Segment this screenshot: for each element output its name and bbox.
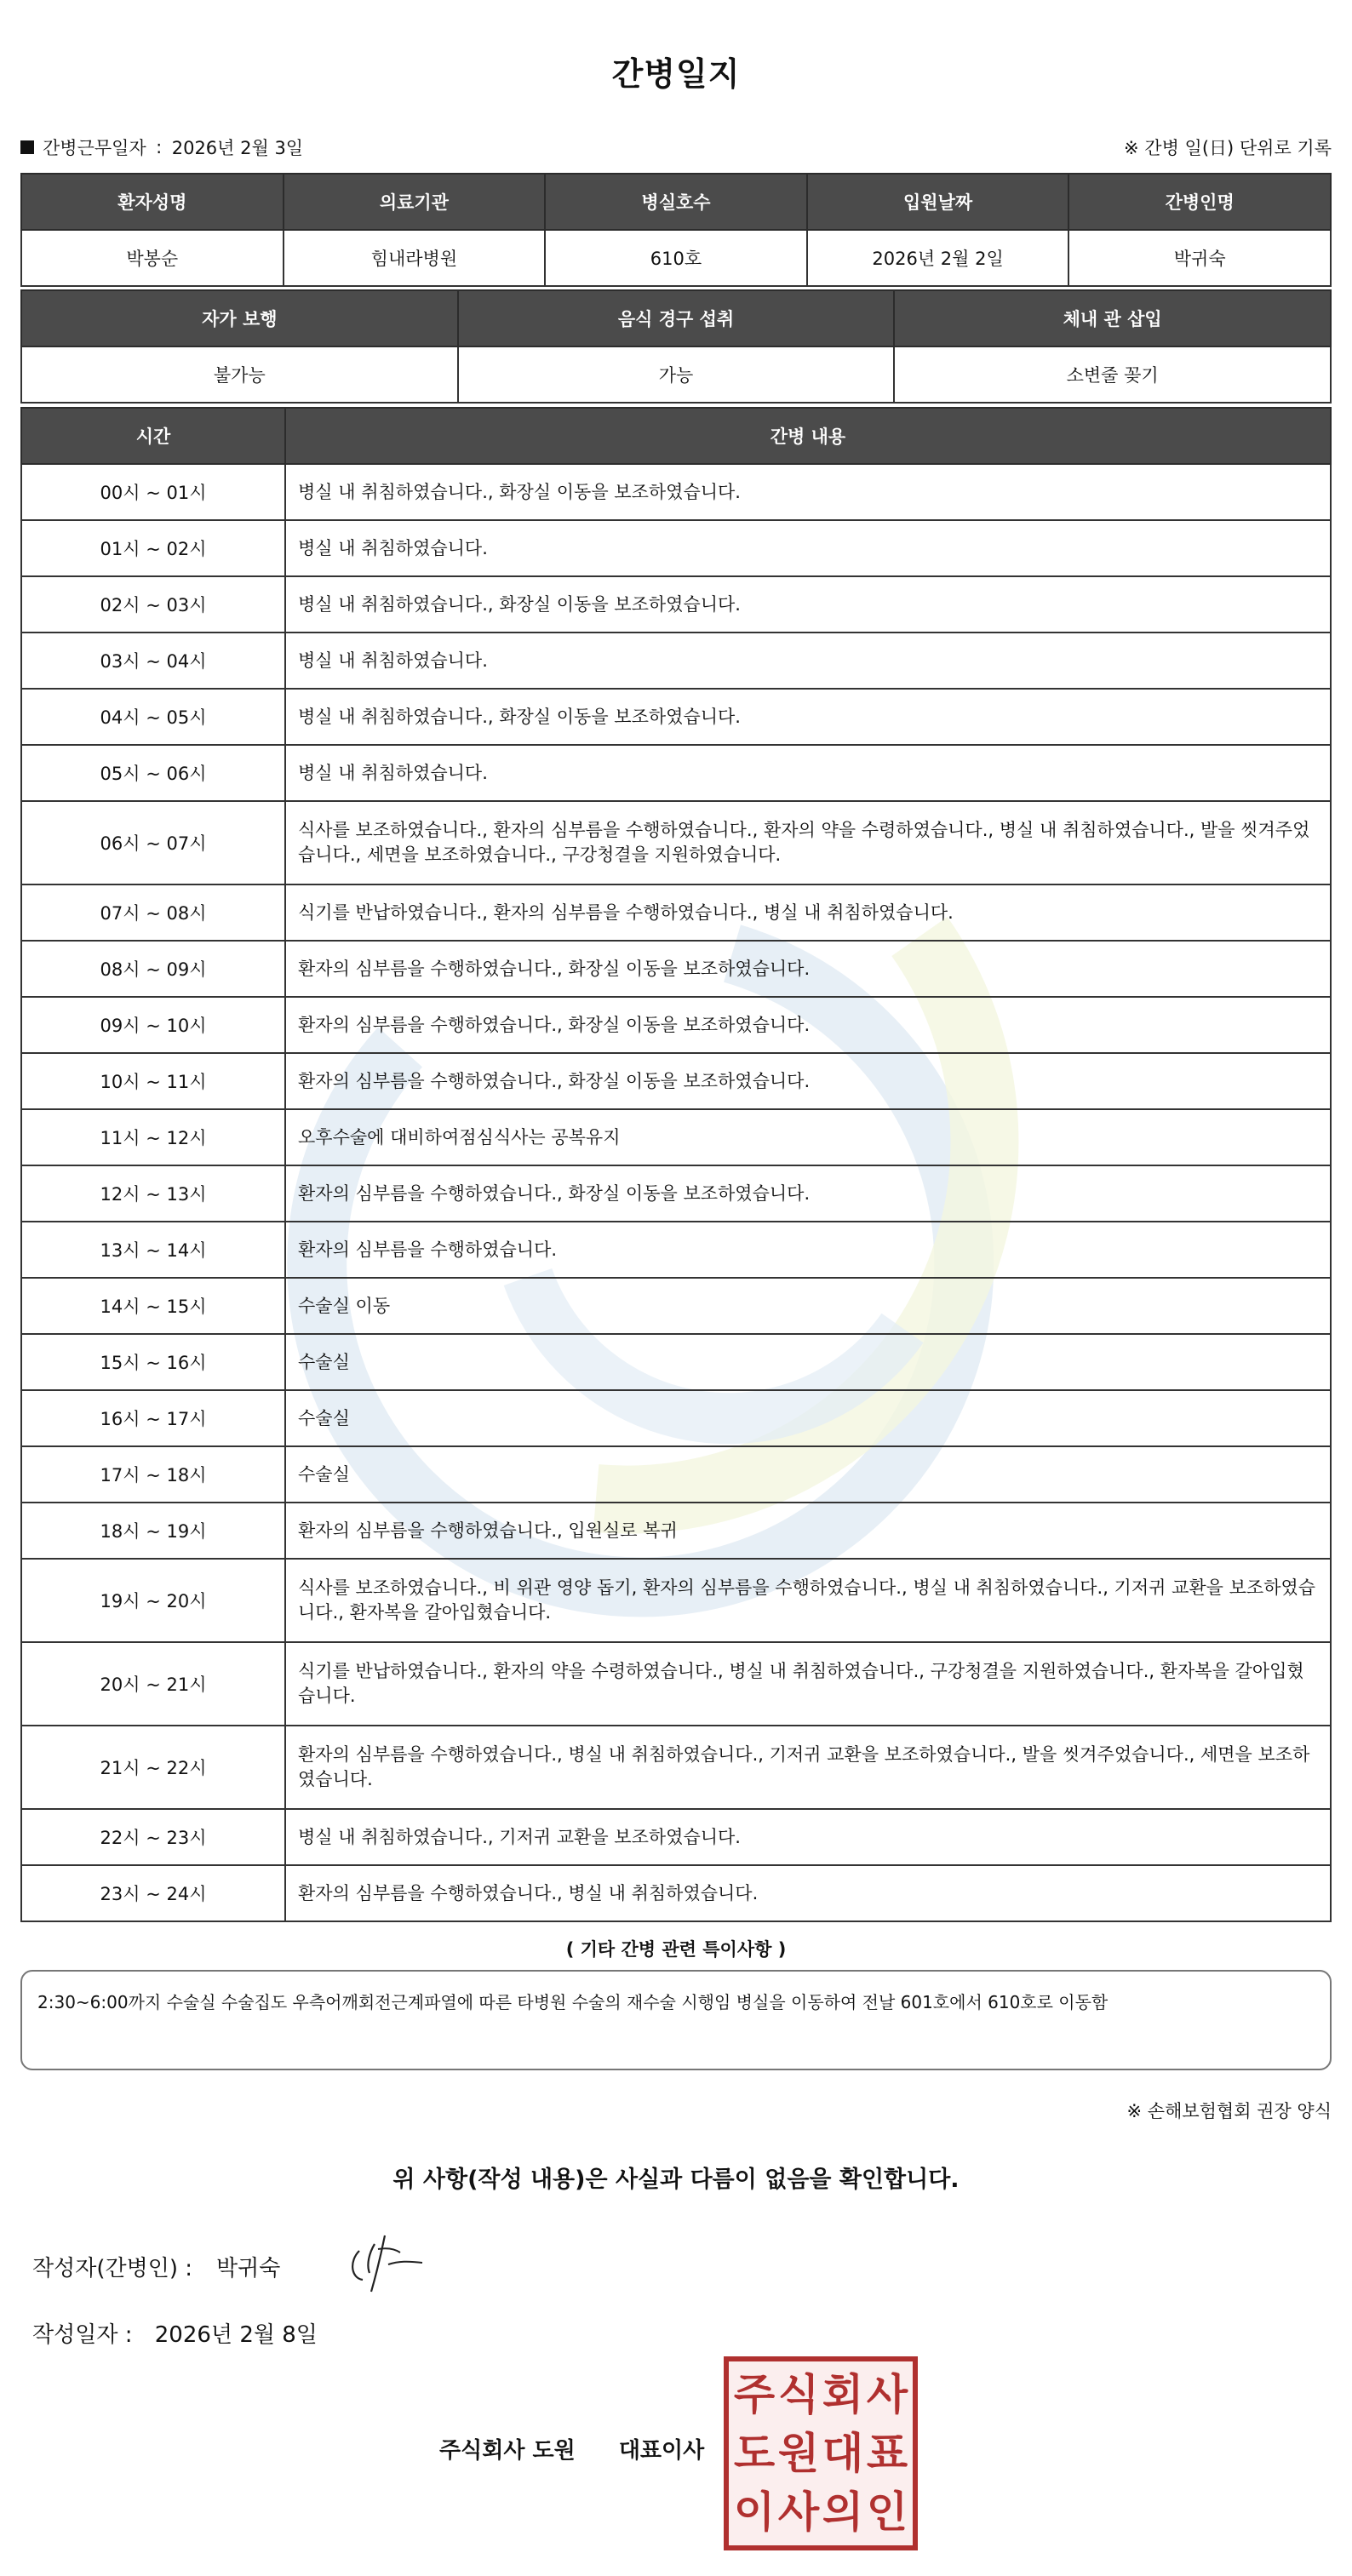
patient-name: 박봉순 (21, 230, 284, 286)
company-representative: 대표이사 (618, 2438, 705, 2464)
table-row (21, 1222, 1331, 1278)
square-bullet-icon (20, 140, 34, 154)
seal-character: 표 (866, 2428, 908, 2478)
seal-character: 도 (733, 2428, 776, 2478)
tube-status: 소변줄 꽂기 (894, 346, 1331, 403)
table-row (21, 1278, 1331, 1334)
page-title: 간병일지 (611, 55, 741, 93)
table-row (21, 1726, 1331, 1809)
seal-character: 주 (733, 2369, 776, 2419)
seal-character: 회 (822, 2369, 864, 2419)
form-source-note: ※ 손해보험협회 권장 양식 (1126, 2101, 1332, 2121)
row-time: 17시 ~ 18시 (21, 1446, 285, 1503)
row-content: 식기를 반납하였습니다., 환자의 약을 수령하였습니다., 병실 내 취침하였습니다., 구강청결을 지원하였습니다., 환자복을 갈아입혔습니다. (285, 1642, 1331, 1726)
patient-status-table (20, 289, 1332, 404)
row-content: 식사를 보조하였습니다., 환자의 심부름을 수행하였습니다., 환자의 약을 수령하였습니다., 병실 내 취침하였습니다., 발을 씻겨주었습니다., 세면을 보조하였습니다., 구강청결을 지원하였습니다. (285, 801, 1331, 884)
table-row (21, 1809, 1331, 1865)
row-content: 병실 내 취침하였습니다., 화장실 이동을 보조하였습니다. (285, 576, 1331, 633)
row-time: 08시 ~ 09시 (21, 941, 285, 997)
row-time: 03시 ~ 04시 (21, 633, 285, 689)
seal-character: 인 (866, 2487, 908, 2538)
row-content: 병실 내 취침하였습니다., 기저귀 교환을 보조하였습니다. (285, 1809, 1331, 1865)
row-time: 18시 ~ 19시 (21, 1503, 285, 1559)
table-row (21, 1053, 1331, 1109)
seal-character: 이 (733, 2487, 776, 2538)
table-row (21, 745, 1331, 801)
row-content: 수술실 (285, 1334, 1331, 1390)
row-content: 환자의 심부름을 수행하였습니다., 화장실 이동을 보조하였습니다. (285, 1165, 1331, 1222)
row-content: 환자의 심부름을 수행하였습니다., 화장실 이동을 보조하였습니다. (285, 997, 1331, 1053)
row-time: 12시 ~ 13시 (21, 1165, 285, 1222)
table-row (21, 941, 1331, 997)
table-row (21, 1390, 1331, 1446)
row-time: 23시 ~ 24시 (21, 1865, 285, 1921)
row-content: 환자의 심부름을 수행하였습니다., 화장실 이동을 보조하였습니다. (285, 941, 1331, 997)
remarks-box: 2:30~6:00까지 수술실 수술집도 우측어깨회전근계파열에 따른 타병원 수술의 재수술 시행임 병실을 이동하여 전날 601호에서 610호로 이동함 (20, 1970, 1332, 2070)
table-row (21, 1334, 1331, 1390)
row-content: 식기를 반납하였습니다., 환자의 심부름을 수행하였습니다., 병실 내 취침하였습니다. (285, 884, 1331, 941)
header-oral-intake: 음식 경구 섭취 (458, 290, 895, 346)
header-walking: 자가 보행 (21, 290, 458, 346)
table-row (21, 520, 1331, 576)
seal-character: 식 (777, 2369, 820, 2419)
row-time: 15시 ~ 16시 (21, 1334, 285, 1390)
walking-status: 불가능 (21, 346, 458, 403)
header-time: 시간 (21, 408, 285, 464)
row-time: 19시 ~ 20시 (21, 1559, 285, 1642)
hospital: 힘내라병원 (284, 230, 546, 286)
written-date-line (32, 2317, 318, 2349)
row-time: 10시 ~ 11시 (21, 1053, 285, 1109)
seal-character: 대 (822, 2428, 864, 2478)
row-time: 22시 ~ 23시 (21, 1809, 285, 1865)
seal-character: 사 (777, 2487, 820, 2538)
row-content: 병실 내 취침하였습니다., 화장실 이동을 보조하였습니다. (285, 689, 1331, 745)
row-content: 병실 내 취침하였습니다. (285, 745, 1331, 801)
care-date-value: 2026년 2월 3일 (171, 138, 304, 158)
care-log-table (20, 407, 1332, 1922)
company-line (439, 2433, 704, 2464)
table-row (21, 884, 1331, 941)
row-time: 07시 ~ 08시 (21, 884, 285, 941)
row-content: 환자의 심부름을 수행하였습니다., 병실 내 취침하였습니다. (285, 1865, 1331, 1921)
writer-line (32, 2251, 280, 2282)
table-row (21, 689, 1331, 745)
row-content: 환자의 심부름을 수행하였습니다., 병실 내 취침하였습니다., 기저귀 교환을 보조하였습니다., 발을 씻겨주었습니다., 세면을 보조하였습니다. (285, 1726, 1331, 1809)
header-room: 병실호수 (545, 174, 807, 230)
row-content: 오후수술에 대비하여점심식사는 공복유지 (285, 1109, 1331, 1165)
patient-info-table (20, 173, 1332, 287)
header-caregiver: 간병인명 (1068, 174, 1331, 230)
confirmation-statement: 위 사항(작성 내용)은 사실과 다름이 없음을 확인합니다. (392, 2167, 960, 2193)
table-row (21, 1446, 1331, 1503)
written-date-value: 2026년 2월 8일 (154, 2322, 318, 2348)
header-patient-name: 환자성명 (21, 174, 284, 230)
caregiver-name: 박귀숙 (1068, 230, 1331, 286)
row-time: 16시 ~ 17시 (21, 1390, 285, 1446)
row-content: 병실 내 취침하였습니다. (285, 520, 1331, 576)
row-content: 환자의 심부름을 수행하였습니다., 입원실로 복귀 (285, 1503, 1331, 1559)
seal-character: 의 (822, 2487, 864, 2538)
row-time: 02시 ~ 03시 (21, 576, 285, 633)
table-row (21, 801, 1331, 884)
care-date-label: 간병근무일자 (43, 138, 146, 158)
row-time: 20시 ~ 21시 (21, 1642, 285, 1726)
seal-character: 사 (866, 2369, 908, 2419)
row-time: 21시 ~ 22시 (21, 1726, 285, 1809)
table-row (21, 576, 1331, 633)
table-row (21, 1865, 1331, 1921)
row-content: 수술실 (285, 1390, 1331, 1446)
table-row (21, 997, 1331, 1053)
remarks-title: ( 기타 간병 관련 특이사항 ) (565, 1939, 787, 1960)
table-row (21, 1165, 1331, 1222)
room-number: 610호 (545, 230, 807, 286)
care-date-line (20, 135, 303, 160)
table-row (21, 1109, 1331, 1165)
row-content: 병실 내 취침하였습니다. (285, 633, 1331, 689)
signature-image (341, 2227, 434, 2295)
row-time: 13시 ~ 14시 (21, 1222, 285, 1278)
row-time: 14시 ~ 15시 (21, 1278, 285, 1334)
row-time: 11시 ~ 12시 (21, 1109, 285, 1165)
record-unit-note: ※ 간병 일(日) 단위로 기록 (1124, 138, 1332, 158)
writer-name: 박귀숙 (216, 2256, 281, 2281)
colon: : (156, 137, 163, 157)
row-time: 09시 ~ 10시 (21, 997, 285, 1053)
written-date-label: 작성일자 : (32, 2322, 133, 2348)
row-time: 05시 ~ 06시 (21, 745, 285, 801)
header-hospital: 의료기관 (284, 174, 546, 230)
row-content: 수술실 이동 (285, 1278, 1331, 1334)
row-content: 환자의 심부름을 수행하였습니다. (285, 1222, 1331, 1278)
row-content: 병실 내 취침하였습니다., 화장실 이동을 보조하였습니다. (285, 464, 1331, 520)
writer-label: 작성자(간병인) : (32, 2256, 193, 2281)
row-time: 06시 ~ 07시 (21, 801, 285, 884)
row-time: 01시 ~ 02시 (21, 520, 285, 576)
row-time: 00시 ~ 01시 (21, 464, 285, 520)
admission-date: 2026년 2월 2일 (807, 230, 1069, 286)
row-content: 수술실 (285, 1446, 1331, 1503)
header-tube: 체내 관 삽입 (894, 290, 1331, 346)
table-row (21, 1503, 1331, 1559)
company-name: 주식회사 도원 (439, 2438, 576, 2464)
header-care-content: 간병 내용 (285, 408, 1331, 464)
table-row (21, 633, 1331, 689)
table-row (21, 1642, 1331, 1726)
table-row (21, 1559, 1331, 1642)
row-content: 환자의 심부름을 수행하였습니다., 화장실 이동을 보조하였습니다. (285, 1053, 1331, 1109)
table-row (21, 464, 1331, 520)
row-time: 04시 ~ 05시 (21, 689, 285, 745)
oral-intake-status: 가능 (458, 346, 895, 403)
seal-character: 원 (777, 2428, 820, 2478)
header-admission-date: 입원날짜 (807, 174, 1069, 230)
row-content: 식사를 보조하였습니다., 비 위관 영양 돕기, 환자의 심부름을 수행하였습니다., 병실 내 취침하였습니다., 기저귀 교환을 보조하였습니다., 환자복을 갈아입혔습니다. (285, 1559, 1331, 1642)
company-seal-stamp (724, 2356, 918, 2550)
